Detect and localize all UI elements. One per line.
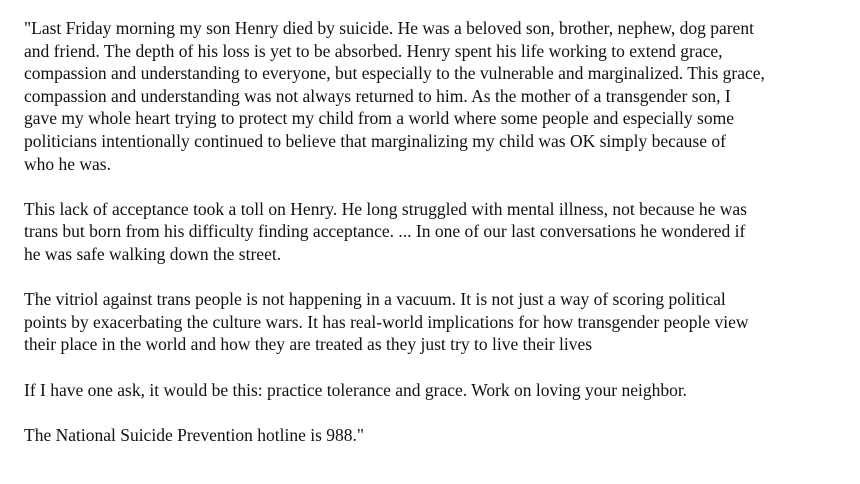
paragraph-line: This lack of acceptance took a toll on Henry. He long struggled with mental illness, not because he was (24, 198, 747, 219)
paragraph-line: he was safe walking down the street. (24, 243, 282, 264)
paragraph-3 (24, 288, 844, 356)
paragraph-5 (24, 424, 844, 447)
paragraph-1 (24, 17, 844, 175)
paragraph-line: trans but born from his difficulty finding acceptance. ... In one of our last conversations he wondered if (24, 221, 746, 242)
paragraph-line: points by exacerbating the culture wars. It has real-world implications for how transgender people view (24, 311, 749, 332)
paragraph-2 (24, 198, 844, 266)
paragraph-line: politicians intentionally continued to believe that marginalizing my child was OK simply because of (24, 130, 726, 151)
paragraph-line: gave my whole heart trying to protect my child from a world where some people and especially some (24, 108, 734, 129)
paragraph-line: "Last Friday morning my son Henry died by suicide. He was a beloved son, brother, nephew, dog parent (24, 18, 754, 38)
paragraph-line: The vitriol against trans people is not happening in a vacuum. It is not just a way of scoring political (24, 289, 726, 310)
paragraph-line: their place in the world and how they are treated as they just try to live their lives (24, 334, 593, 355)
paragraph-4 (24, 379, 844, 402)
paragraph-line: who he was. (24, 153, 111, 174)
paragraph-line: The National Suicide Prevention hotline is 988." (24, 424, 365, 445)
paragraph-line: compassion and understanding was not always returned to him. As the mother of a transgender son, I (24, 85, 731, 106)
paragraph-line: and friend. The depth of his loss is yet to be absorbed. Henry spent his life working to extend grace, (24, 40, 723, 61)
paragraph-line: If I have one ask, it would be this: practice tolerance and grace. Work on loving your neighbor. (24, 379, 688, 400)
statement-document (24, 17, 844, 446)
paragraph-line: compassion and understanding to everyone, but especially to the vulnerable and marginalized. This grace, (24, 63, 765, 84)
